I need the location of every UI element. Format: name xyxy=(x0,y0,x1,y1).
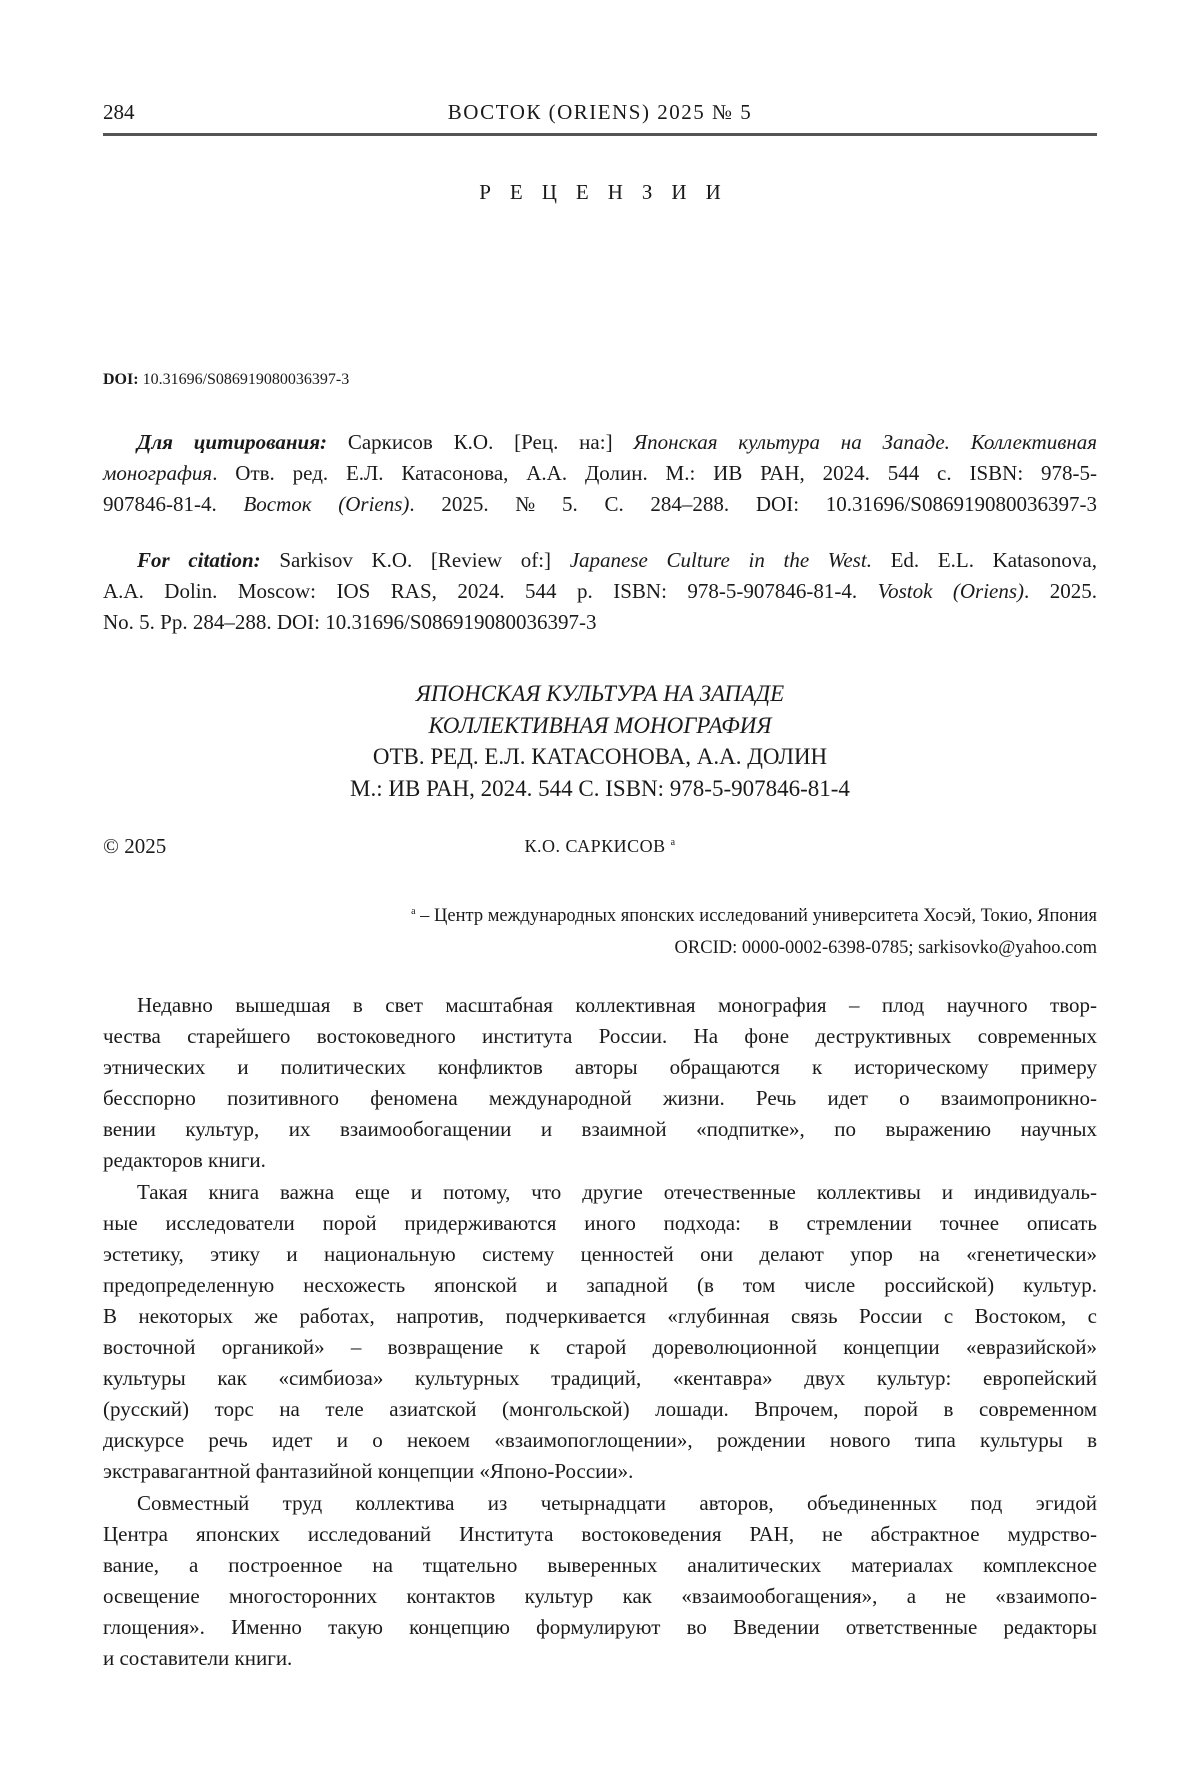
citation-line xyxy=(103,607,1097,638)
review-body xyxy=(103,990,1097,1674)
book-imprint: М.: ИВ РАН, 2024. 544 С. ISBN: 978-5-907846-81-4 xyxy=(0,773,1200,805)
body-line: и составители книги. xyxy=(103,1643,1097,1674)
citation-book-title: Japanese Culture in the West. xyxy=(570,548,872,572)
affiliation xyxy=(411,896,1097,964)
citation-line xyxy=(103,545,1097,576)
section-title: РЕЦЕНЗИИ xyxy=(0,180,1200,205)
affil-contact: ORCID: 0000-0002-6398-0785; sarkisovko@yahoo.com xyxy=(411,932,1097,964)
affil-mark: a xyxy=(411,906,415,917)
body-line: В некоторых же работах, напротив, подчеркивается «глубинная связь России с Востоком, с xyxy=(103,1301,1097,1332)
citation-text: A.A. Dolin. Moscow: IOS RAS, 2024. 544 p. ISBN: 978-5-907846-81-4. xyxy=(103,579,878,603)
header-rule xyxy=(103,133,1097,136)
book-title: ЯПОНСКАЯ КУЛЬТУРА НА ЗАПАДЕ xyxy=(0,678,1200,710)
citation-line xyxy=(103,458,1097,489)
citation-label: Для цитирования: xyxy=(137,430,327,454)
citation-journal: Vostok (Oriens) xyxy=(878,579,1024,603)
doi-line xyxy=(103,371,349,389)
body-line: этнических и политических конфликтов авторы обращаются к историческому примеру xyxy=(103,1052,1097,1083)
body-line: культуры как «симбиоза» культурных традиций, «кентавра» двух культур: европейский xyxy=(103,1363,1097,1394)
body-line: экстравагантной фантазийной концепции «Японо-России». xyxy=(103,1456,1097,1487)
body-line: ные исследователи порой придерживаются иного подхода: в стремлении точнее описать xyxy=(103,1208,1097,1239)
body-line: предопределенную несхожесть японской и западной (в том числе российской) культур. xyxy=(103,1270,1097,1301)
body-line: глощения». Именно такую концепцию формулируют во Введении ответственные редакторы xyxy=(103,1612,1097,1643)
citation-text: Ed. E.L. Katasonova, xyxy=(872,548,1097,572)
citation-book-title: монография xyxy=(103,461,212,485)
citation-text: No. 5. Pp. 284–288. DOI: 10.31696/S086919080036397-3 xyxy=(103,610,597,634)
book-subtitle: КОЛЛЕКТИВНАЯ МОНОГРАФИЯ xyxy=(0,710,1200,742)
body-line: Совместный труд коллектива из четырнадцати авторов, объединенных под эгидой xyxy=(103,1488,1097,1519)
citation-ru xyxy=(103,427,1097,520)
body-line: (русский) торс на теле азиатской (монгольской) лошади. Впрочем, порой в современном xyxy=(103,1394,1097,1425)
citation-book-title: Японская культура на Западе. Коллективная xyxy=(633,430,1097,454)
citation-text: . 2025. xyxy=(1024,579,1097,603)
author-name xyxy=(0,836,1200,857)
author-name-text: К.О. САРКИСОВ xyxy=(524,836,665,856)
affil-institution: – Центр международных японских исследований университета Хосэй, Токио, Япония xyxy=(416,906,1097,926)
author-affil-mark: a xyxy=(671,837,676,848)
body-line: освещение многосторонних контактов культур как «взаимообогащения», а не «взаимопо- xyxy=(103,1581,1097,1612)
doi-label: DOI: xyxy=(103,371,139,388)
body-line: вание, а построенное на тщательно выверенных аналитических материалах комплексное xyxy=(103,1550,1097,1581)
body-line: Недавно вышедшая в свет масштабная коллективная монография – плод научного твор- xyxy=(103,990,1097,1021)
book-editors: ОТВ. РЕД. Е.Л. КАТАСОНОВА, А.А. ДОЛИН xyxy=(0,741,1200,773)
body-line: дискурсе речь идет и о некоем «взаимопоглощении», рождении нового типа культуры в xyxy=(103,1425,1097,1456)
citation-line xyxy=(103,489,1097,520)
page-number: 284 xyxy=(103,100,135,125)
citation-text: . Отв. ред. Е.Л. Катасонова, А.А. Долин. М.: ИВ РАН, 2024. 544 с. ISBN: 978-5- xyxy=(212,461,1097,485)
body-line: Такая книга важна еще и потому, что другие отечественные коллективы и индивидуаль- xyxy=(103,1177,1097,1208)
body-line: Центра японских исследований Института востоковедения РАН, не абстрактное мудрство- xyxy=(103,1519,1097,1550)
body-line: восточной органикой» – возвращение к старой дореволюционной концепции «евразийской» xyxy=(103,1332,1097,1363)
citation-text: . 2025. № 5. С. 284–288. DOI: 10.31696/S086919080036397-3 xyxy=(409,492,1097,516)
citation-text: Саркисов К.О. [Рец. на:] xyxy=(348,430,634,454)
body-line: чества старейшего востоковедного института России. На фоне деструктивных современных xyxy=(103,1021,1097,1052)
body-line: бесспорно позитивного феномена международной жизни. Речь идет о взаимопроникно- xyxy=(103,1083,1097,1114)
body-line: вении культур, их взаимообогащении и взаимной «подпитке», по выражению научных xyxy=(103,1114,1097,1145)
citation-label: For citation: xyxy=(137,548,261,572)
doi-value: 10.31696/S086919080036397-3 xyxy=(143,371,350,388)
running-header: ВОСТОК (ORIENS) 2025 № 5 xyxy=(0,100,1200,125)
citation-text: 907846-81-4. xyxy=(103,492,243,516)
citation-text: Sarkisov K.O. [Review of:] xyxy=(279,548,569,572)
citation-line xyxy=(103,427,1097,458)
copyright: © 2025 xyxy=(103,834,166,859)
body-line: эстетику, этику и национальную систему ценностей они делают упор на «генетически» xyxy=(103,1239,1097,1270)
citation-line xyxy=(103,576,1097,607)
book-heading xyxy=(0,678,1200,804)
citation-en xyxy=(103,545,1097,638)
body-line: редакторов книги. xyxy=(103,1145,1097,1176)
citation-journal: Восток (Oriens) xyxy=(243,492,409,516)
